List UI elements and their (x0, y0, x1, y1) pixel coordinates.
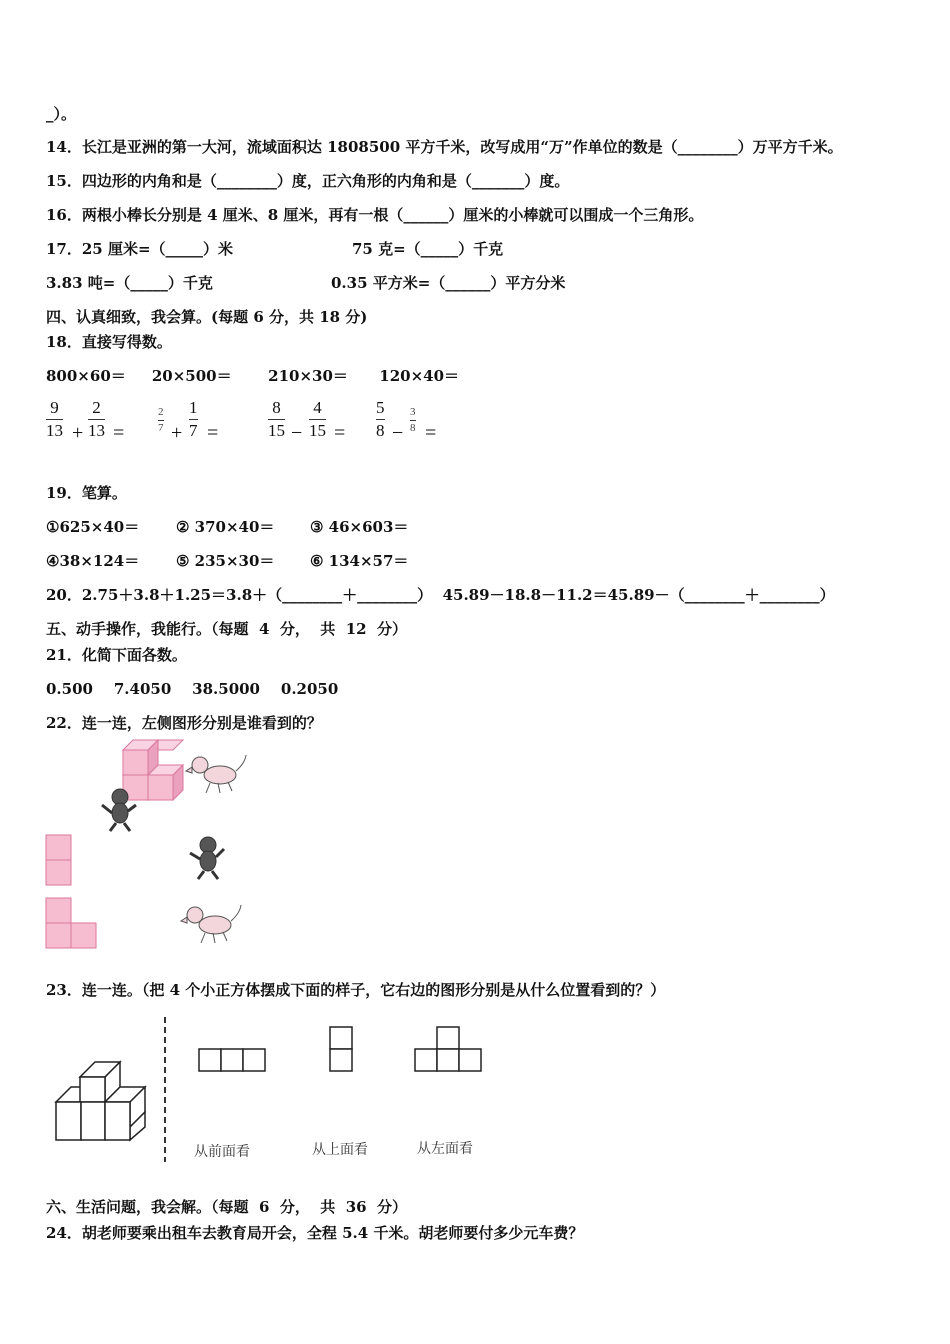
question-19-1: ①625×40＝ (46, 518, 140, 536)
question-19-5: ⑤ 235×30＝ (176, 552, 275, 570)
question-18: 18．直接写得数。 (46, 333, 172, 351)
question-17b: 75 克=（_____）千克 (352, 240, 504, 258)
top-view-shape (330, 1027, 352, 1071)
question-17d: 0.35 平方米=（______）平方分米 (331, 274, 566, 292)
question-17c: 3.83 吨=（_____）千克 (46, 274, 213, 292)
question-19-2: ② 370×40＝ (176, 518, 275, 536)
question-22-figure (40, 735, 260, 955)
minus-sign: − (392, 422, 404, 444)
fraction-2-13: 2 13 (88, 398, 105, 440)
fraction-8-15: 8 15 (268, 398, 285, 440)
fraction-2-7: 2 7 (158, 406, 164, 434)
front-view-label: 从前面看 (194, 1144, 250, 1160)
equals-sign: = (334, 422, 346, 444)
question-17a: 17．25 厘米=（_____）米 (46, 240, 234, 258)
question-19-4: ④38×124＝ (46, 552, 140, 570)
section-4-heading: 四、认真细致，我会算。(每题 6 分，共 18 分) (46, 308, 368, 326)
question-24: 24．胡老师要乘出租车去教育局开会，全程 5.4 千米。胡老师要付多少元车费？ (46, 1224, 584, 1242)
left-view-label: 从左面看 (417, 1141, 473, 1157)
question-18-row1: 800×60＝ 20×500＝ 210×30＝ 120×40＝ (46, 367, 460, 385)
left-view-shape (415, 1027, 481, 1071)
top-view-label: 从上面看 (312, 1142, 368, 1158)
front-view-shape (199, 1049, 265, 1071)
fraction-5-8: 5 8 (376, 398, 385, 440)
pink-cube-stack (123, 740, 183, 800)
continued-text: _）。 (46, 105, 77, 123)
fraction-9-13: 9 13 (46, 398, 63, 440)
question-15: 15．四边形的内角和是（________）度，正六角形的内角和是（_______）度。 (46, 172, 570, 190)
section-6-heading: 六、生活问题，我会解。（每题 6 分， 共 36 分） (46, 1198, 408, 1216)
view-shape-l (46, 898, 96, 948)
question-14: 14．长江是亚洲的第一大河，流域面积达 1808500 平方千米，改写成用“万”作单位的数是（________）万平方千米。 (46, 138, 843, 156)
question-19-3: ③ 46×603＝ (310, 518, 409, 536)
equals-sign: = (425, 422, 437, 444)
fraction-3-8: 3 8 (410, 406, 416, 434)
plus-sign: + (171, 422, 183, 444)
fraction-4-15: 4 15 (309, 398, 326, 440)
question-19-6: ⑥ 134×57＝ (310, 552, 409, 570)
question-23: 23．连一连。（把 4 个小正方体摆成下面的样子，它右边的图形分别是从什么位置看到的？） (46, 981, 666, 999)
question-21: 21．化简下面各数。 (46, 646, 187, 664)
cube-arrangement (56, 1062, 145, 1140)
plus-sign: + (72, 422, 84, 444)
question-20: 20．2.75＋3.8＋1.25＝3.8＋（________＋________） 45.89－18.8－11.2＝45.89－（________＋________） (46, 586, 835, 604)
question-16: 16．两根小棒长分别是 4 厘米、8 厘米，再有一根（______）厘米的小棒就可以围成一个三角形。 (46, 206, 704, 224)
dog-icon (181, 905, 241, 943)
dog-icon (186, 755, 246, 793)
question-19: 19．笔算。 (46, 484, 127, 502)
section-5-heading: 五、动手操作，我能行。（每题 4 分， 共 12 分） (46, 620, 408, 638)
equals-sign: = (207, 422, 219, 444)
equals-sign: = (113, 422, 125, 444)
fraction-1-7: 1 7 (189, 398, 198, 440)
monkey-icon (190, 837, 224, 879)
question-22: 22．连一连，左侧图形分别是谁看到的？ (46, 714, 322, 732)
question-21-numbers: 0.500 7.4050 38.5000 0.2050 (46, 680, 339, 698)
minus-sign: − (291, 422, 303, 444)
view-shape-column (46, 835, 71, 885)
